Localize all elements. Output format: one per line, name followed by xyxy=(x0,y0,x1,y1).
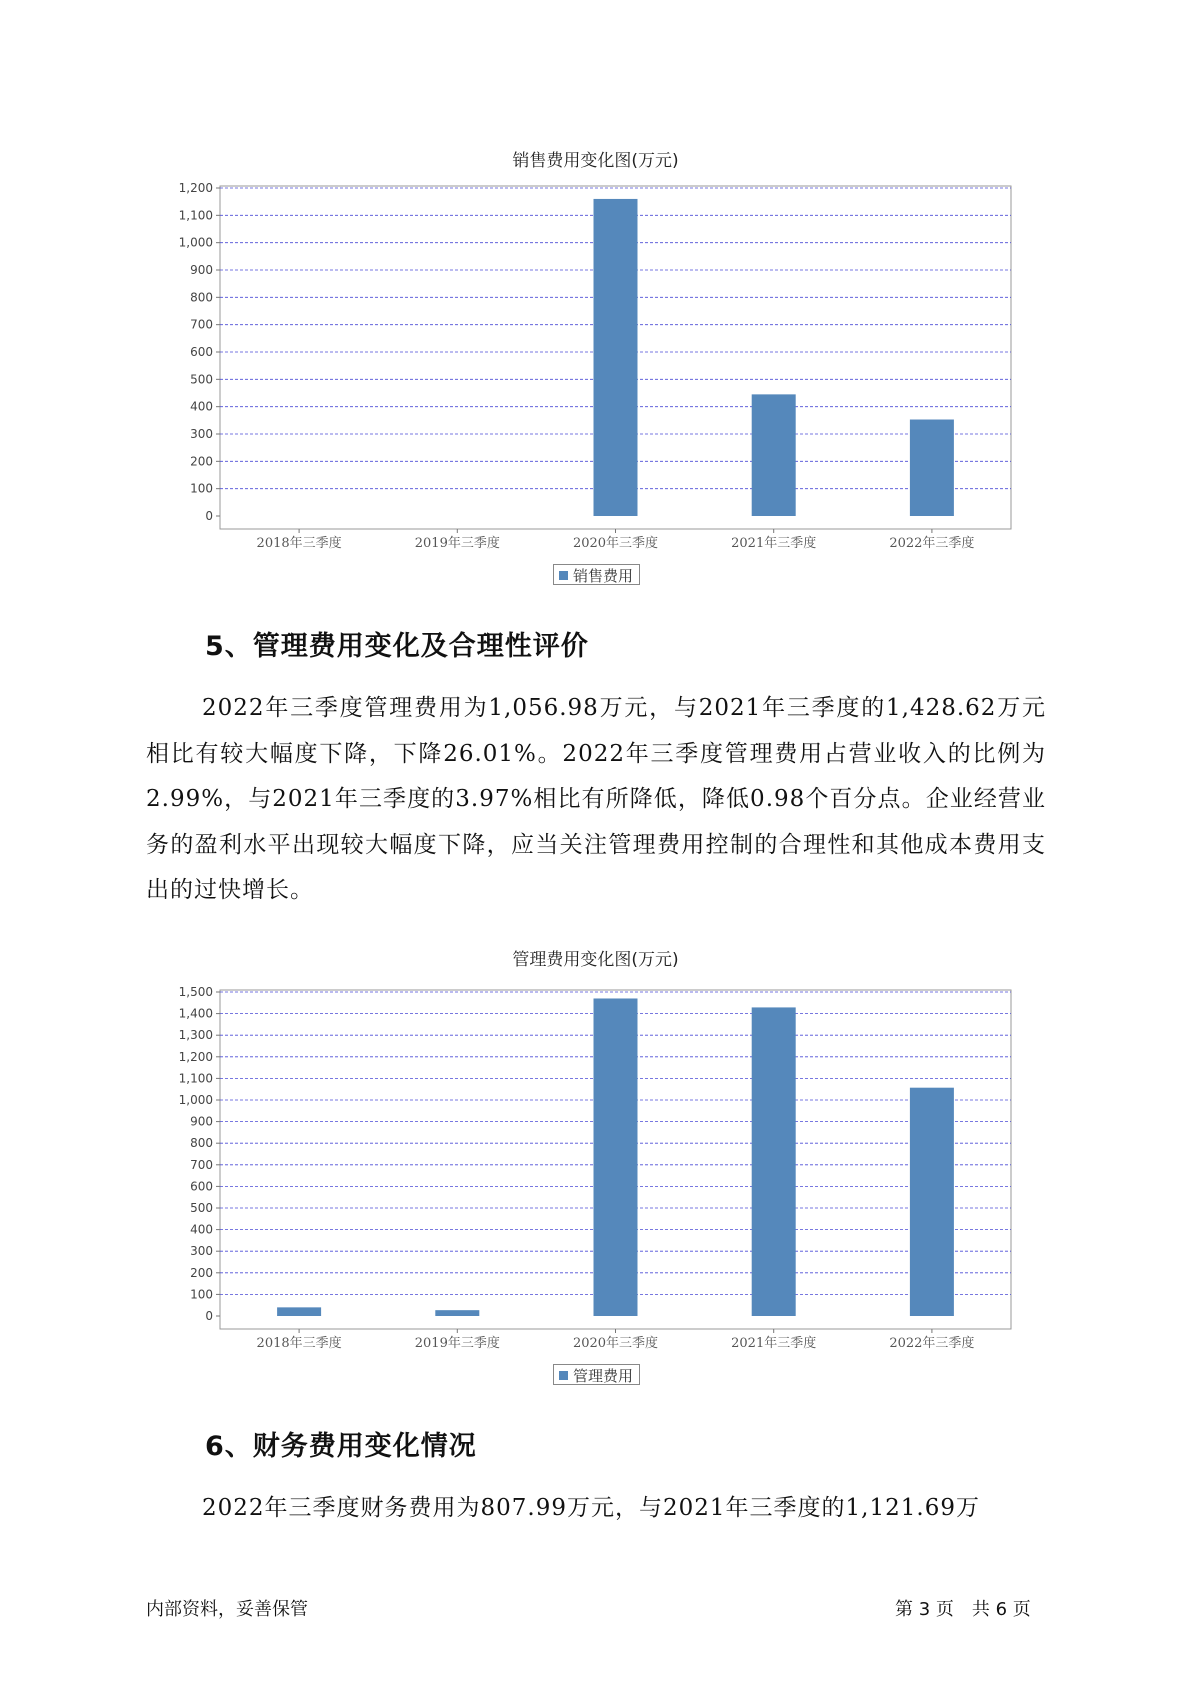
bar-2021年三季度 xyxy=(752,1007,796,1316)
y-tick-label: 100 xyxy=(190,1287,213,1302)
x-tick-label: 2018年三季度 xyxy=(256,536,342,551)
x-tick-label: 2021年三季度 xyxy=(731,536,817,551)
y-tick-label: 0 xyxy=(205,509,213,523)
y-tick-label: 500 xyxy=(190,372,213,387)
chart-legend-admin xyxy=(553,1364,640,1385)
chart-title-sales-expense: 销售费用变化图(万元) xyxy=(512,151,679,171)
y-tick-label: 1,400 xyxy=(178,1006,213,1021)
chart-title-admin-expense: 管理费用变化图(万元) xyxy=(512,950,679,970)
y-tick-label: 100 xyxy=(190,481,213,496)
x-tick-label: 2022年三季度 xyxy=(889,1336,975,1351)
bar-2022年三季度 xyxy=(910,1088,954,1316)
y-tick-label: 1,100 xyxy=(178,208,213,223)
y-tick-label: 900 xyxy=(190,1114,213,1129)
y-tick-label: 500 xyxy=(190,1201,213,1215)
section-heading-6: 6、财务费用变化情况 xyxy=(205,1431,477,1462)
y-tick-label: 600 xyxy=(190,345,213,359)
y-tick-label: 200 xyxy=(190,1265,213,1280)
bar-2020年三季度 xyxy=(594,998,638,1316)
legend-label: 销售费用 xyxy=(573,567,634,585)
y-tick-label: 1,000 xyxy=(178,1093,213,1107)
x-tick-label: 2021年三季度 xyxy=(731,1336,817,1351)
legend-swatch xyxy=(559,1371,568,1380)
y-tick-label: 800 xyxy=(190,1136,213,1151)
y-tick-label: 1,200 xyxy=(178,181,213,195)
y-tick-label: 200 xyxy=(190,454,213,469)
y-tick-label: 1,100 xyxy=(178,1071,213,1086)
x-tick-label: 2019年三季度 xyxy=(414,536,500,551)
section-heading-5: 5、管理费用变化及合理性评价 xyxy=(205,631,589,662)
x-tick-label: 2018年三季度 xyxy=(256,1336,342,1351)
y-tick-label: 1,000 xyxy=(178,235,213,250)
bar-2018年三季度 xyxy=(277,1307,321,1316)
x-tick-label: 2020年三季度 xyxy=(572,1336,659,1351)
y-tick-label: 0 xyxy=(205,1309,213,1323)
y-tick-label: 1,500 xyxy=(178,985,213,999)
x-tick-label: 2019年三季度 xyxy=(414,1336,500,1351)
y-tick-label: 400 xyxy=(190,1222,213,1237)
y-tick-label: 1,200 xyxy=(178,1049,213,1064)
y-tick-label: 300 xyxy=(190,1244,213,1259)
y-tick-label: 300 xyxy=(190,427,213,441)
legend-label: 管理费用 xyxy=(573,1367,634,1385)
x-tick-label: 2022年三季度 xyxy=(889,536,975,551)
y-tick-label: 700 xyxy=(190,317,213,332)
y-tick-label: 900 xyxy=(190,263,213,277)
y-tick-label: 700 xyxy=(190,1157,213,1172)
x-tick-label: 2020年三季度 xyxy=(572,536,659,551)
footer-page-number: 第 3 页 共 6 页 xyxy=(895,1599,1031,1620)
y-tick-label: 600 xyxy=(190,1179,213,1194)
y-tick-label: 800 xyxy=(190,290,213,305)
y-tick-label: 1,300 xyxy=(178,1028,213,1043)
section-paragraph-6: 2022年三季度财务费用为807.99万元，与2021年三季度的1,121.69万 xyxy=(202,1495,980,1521)
y-tick-label: 400 xyxy=(190,399,213,414)
bar-2019年三季度 xyxy=(435,1310,479,1316)
footer-confidential: 内部资料，妥善保管 xyxy=(146,1599,308,1620)
section-paragraph-5: 2022年三季度管理费用为1,056.98万元，与2021年三季度的1,428.62万元相比有较大幅度下降，下降26.01%。2022年三季度管理费用占营业收入的比例为2.99%，与2021年三季度的3.97%相比有所降低，降低0.98个百分点。企业经营业务的盈利水平出现较大幅度下降，应当关注管理费用控制的合理性和其他成本费用支出的过快增长。 xyxy=(146,695,1046,903)
